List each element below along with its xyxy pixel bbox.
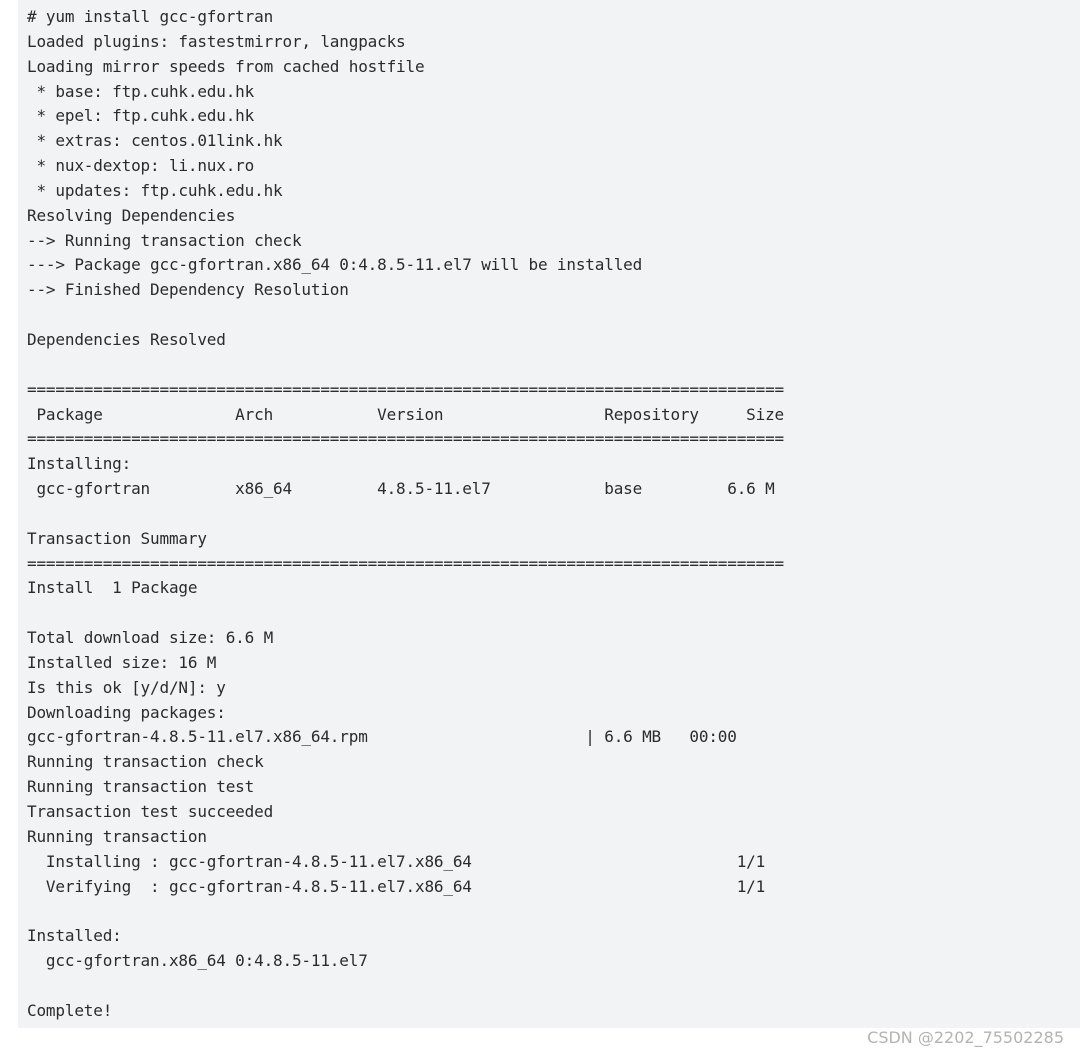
terminal-line: Running transaction test — [27, 777, 255, 797]
terminal-line: ================================================================================ — [27, 553, 785, 573]
terminal-line — [27, 502, 1080, 527]
terminal-output-block[interactable] — [18, 0, 1080, 1028]
terminal-line: Transaction Summary — [27, 528, 207, 548]
terminal-line: Installing: — [27, 454, 132, 474]
terminal-line: --> Running transaction check — [27, 230, 302, 250]
terminal-line: * epel: ftp.cuhk.edu.hk — [27, 106, 255, 126]
csdn-watermark: CSDN @2202_75502285 — [867, 1028, 1064, 1047]
terminal-line — [27, 353, 1080, 378]
terminal-line — [27, 974, 1080, 999]
terminal-line: * extras: centos.01link.hk — [27, 131, 283, 151]
terminal-line — [27, 303, 1080, 328]
terminal-line: Install 1 Package — [27, 578, 198, 598]
terminal-line: Is this ok [y/d/N]: y — [27, 677, 226, 697]
terminal-line: Installing : gcc-gfortran-4.8.5-11.el7.x86_64 1/1 — [27, 851, 766, 871]
terminal-line: Installed size: 16 M — [27, 652, 217, 672]
terminal-line: Complete! — [27, 1000, 113, 1020]
terminal-line: --> Finished Dependency Resolution — [27, 280, 349, 300]
terminal-line: Running transaction check — [27, 752, 264, 772]
terminal-line: * updates: ftp.cuhk.edu.hk — [27, 180, 283, 200]
terminal-line: Installed: — [27, 926, 122, 946]
terminal-line: Total download size: 6.6 M — [27, 628, 274, 648]
terminal-line: * base: ftp.cuhk.edu.hk — [27, 81, 255, 101]
terminal-line: Downloading packages: — [27, 702, 226, 722]
terminal-line: Transaction test succeeded — [27, 802, 274, 821]
terminal-line: * nux-dextop: li.nux.ro — [27, 156, 255, 176]
terminal-line: Verifying : gcc-gfortran-4.8.5-11.el7.x86_64 1/1 — [27, 876, 766, 896]
terminal-line: # yum install gcc-gfortran — [27, 7, 274, 26]
terminal-line: Loaded plugins: fastestmirror, langpacks — [27, 31, 406, 51]
terminal-lines — [27, 5, 1080, 1024]
terminal-line — [27, 601, 1080, 626]
terminal-line: Loading mirror speeds from cached hostfile — [27, 56, 425, 76]
terminal-line: gcc-gfortran.x86_64 0:4.8.5-11.el7 — [27, 951, 368, 971]
terminal-line — [27, 899, 1080, 924]
terminal-line: ================================================================================ — [27, 379, 785, 399]
terminal-line: gcc-gfortran x86_64 4.8.5-11.el7 base 6.6 M — [27, 479, 775, 499]
terminal-line: gcc-gfortran-4.8.5-11.el7.x86_64.rpm | 6.6 MB 00:00 — [27, 727, 737, 747]
terminal-line: ---> Package gcc-gfortran.x86_64 0:4.8.5-11.el7 will be installed — [27, 255, 643, 275]
terminal-line: Running transaction — [27, 826, 207, 846]
terminal-line: Package Arch Version Repository Size — [27, 404, 785, 424]
terminal-line: Resolving Dependencies — [27, 205, 236, 225]
terminal-line: Dependencies Resolved — [27, 329, 226, 349]
terminal-line: ================================================================================ — [27, 429, 785, 449]
